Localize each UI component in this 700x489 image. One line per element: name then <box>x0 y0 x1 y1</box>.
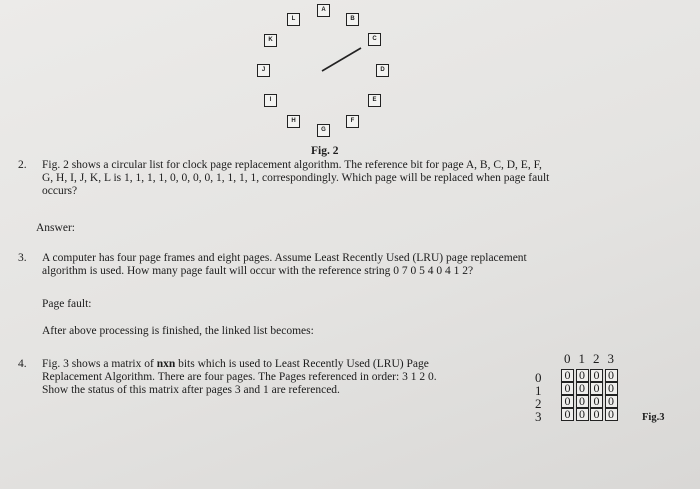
matrix-col-header: 0 <box>564 351 571 366</box>
clock-box-l: L <box>287 13 300 26</box>
matrix-col-header: 2 <box>593 351 600 366</box>
clock-box-f: F <box>346 115 359 128</box>
matrix-col-header: 3 <box>607 351 614 366</box>
clock-box-b: B <box>346 13 359 26</box>
q3-linked-list-label: After above processing is finished, the linked list becomes: <box>42 325 314 337</box>
matrix-cell: 0 <box>561 369 574 382</box>
matrix-cell: 0 <box>605 382 618 395</box>
matrix-cell: 0 <box>590 395 603 408</box>
matrix-row-header: 1 <box>535 383 542 398</box>
clock-hand-arrow <box>0 0 700 160</box>
matrix-cell: 0 <box>605 369 618 382</box>
q2-text-line-3: occurs? <box>42 185 78 197</box>
q2-text-line-2: G, H, I, J, K, L is 1, 1, 1, 1, 0, 0, 0, 0, 1, 1, 1, 1, correspondingly. Which page will be replaced when page fault <box>42 172 550 184</box>
q2-number: 2. <box>18 159 27 171</box>
clock-box-e: E <box>368 94 381 107</box>
matrix-cell: 0 <box>561 382 574 395</box>
q4-text-line-3: Show the status of this matrix after pages 3 and 1 are referenced. <box>42 384 340 396</box>
matrix-cell: 0 <box>561 408 574 421</box>
clock-box-a: A <box>317 4 330 17</box>
q4-text-line-2: Replacement Algorithm. There are four pages. The Pages referenced in order: 3 1 2 0. <box>42 371 437 383</box>
q3-page-fault-label: Page fault: <box>42 298 92 310</box>
figure-2-caption: Fig. 2 <box>311 145 339 157</box>
matrix-row-header: 3 <box>535 409 542 424</box>
q4-number: 4. <box>18 358 27 370</box>
matrix-cell: 0 <box>590 369 603 382</box>
clock-box-k: K <box>264 34 277 47</box>
q2-answer-label: Answer: <box>36 222 75 234</box>
clock-box-j: J <box>257 64 270 77</box>
q3-number: 3. <box>18 252 27 264</box>
clock-box-i: I <box>264 94 277 107</box>
matrix-cell: 0 <box>576 369 589 382</box>
matrix-cell: 0 <box>590 382 603 395</box>
matrix-col-header: 1 <box>578 351 585 366</box>
q2-text-line-1: Fig. 2 shows a circular list for clock page replacement algorithm. The reference bit for page A, B, C, D, E, F, <box>42 159 542 171</box>
matrix-row-header: 2 <box>535 396 542 411</box>
clock-box-h: H <box>287 115 300 128</box>
matrix-cell: 0 <box>576 382 589 395</box>
q3-text-line-1: A computer has four page frames and eight pages. Assume Least Recently Used (LRU) page replacement <box>42 252 527 264</box>
matrix-row-header: 0 <box>535 370 542 385</box>
figure-3-caption: Fig.3 <box>642 412 665 423</box>
matrix-cell: 0 <box>561 395 574 408</box>
q4-text-line-1-pre: Fig. 3 shows a matrix of <box>42 358 157 370</box>
figure-3-bit-matrix <box>529 352 639 442</box>
q4-nxn-term: nxn <box>156 358 176 370</box>
q4-text-line-1 <box>42 358 429 372</box>
clock-box-g: G <box>317 124 330 137</box>
matrix-cell: 0 <box>576 408 589 421</box>
clock-box-d: D <box>376 64 389 77</box>
matrix-cell: 0 <box>605 395 618 408</box>
q3-text-line-2: algorithm is used. How many page fault will occur with the reference string 0 7 0 5 4 0 4 1 2? <box>42 265 474 277</box>
matrix-cell: 0 <box>576 395 589 408</box>
matrix-cell: 0 <box>590 408 603 421</box>
matrix-cell: 0 <box>605 408 618 421</box>
q4-text-line-1-post: bits which is used to Least Recently Used (LRU) Page <box>175 358 429 370</box>
clock-box-c: C <box>368 33 381 46</box>
